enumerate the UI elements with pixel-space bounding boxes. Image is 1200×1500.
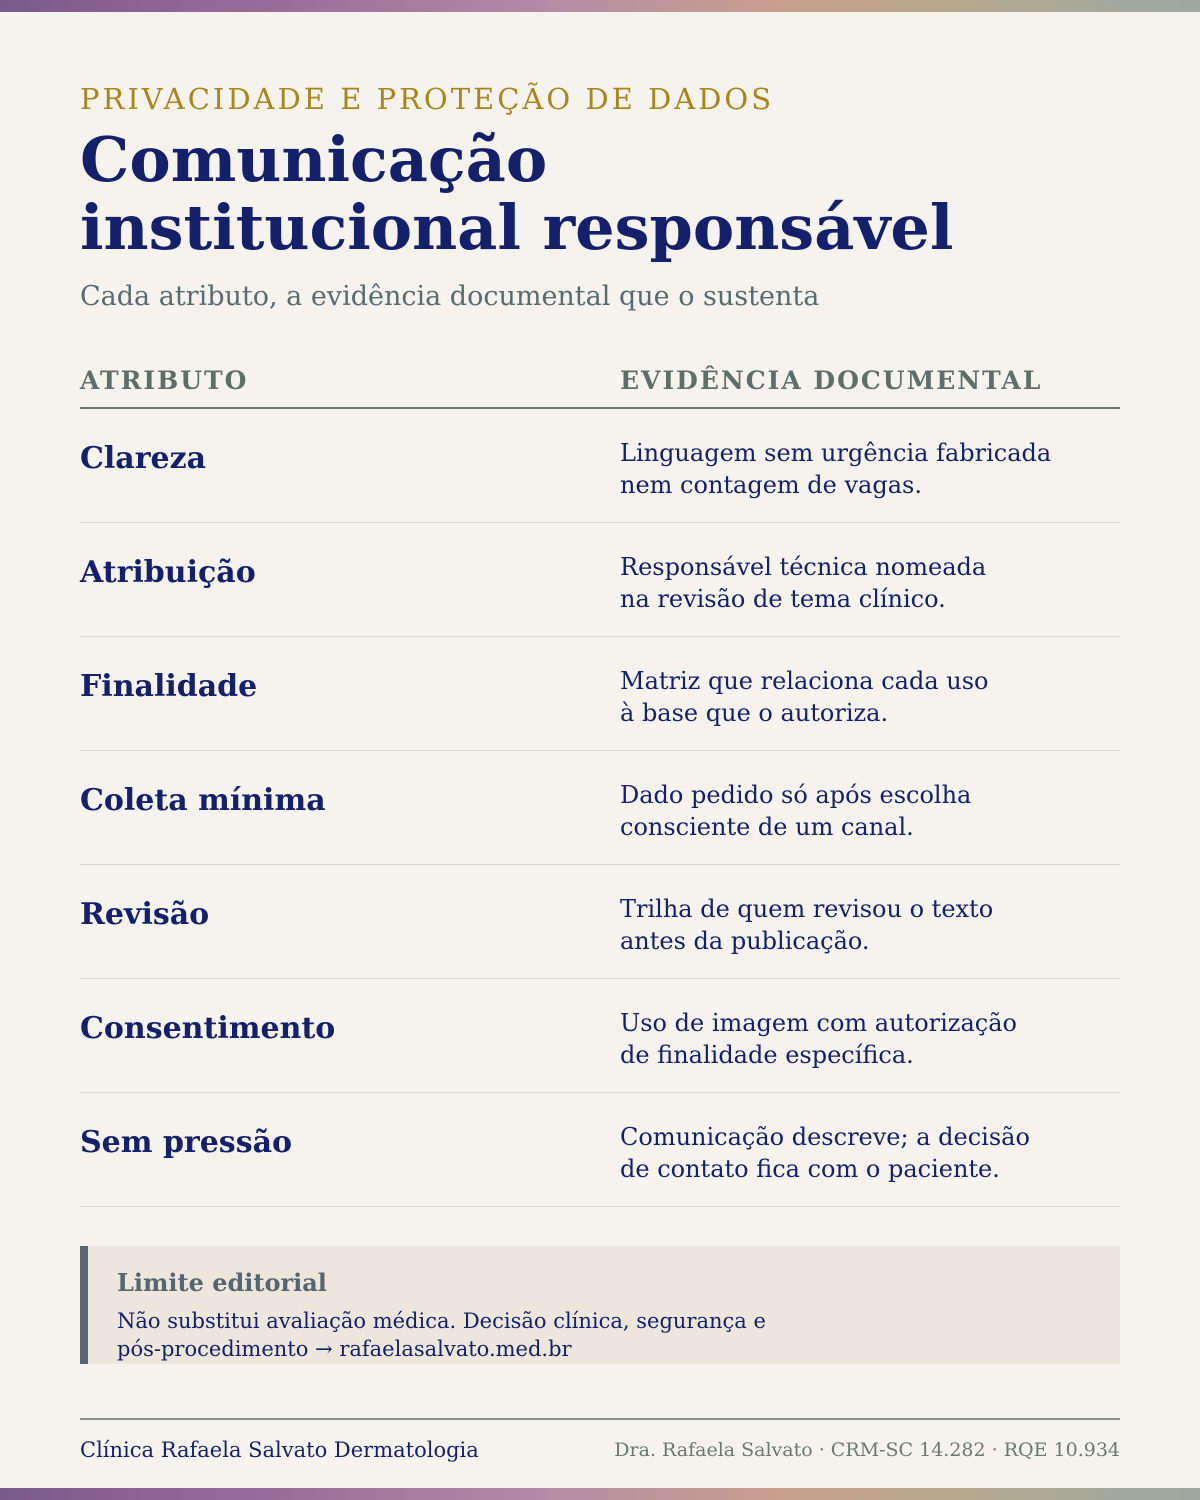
table-header xyxy=(80,366,1120,409)
title-line-1: Comunicação xyxy=(80,123,548,196)
evidence-text: Uso de imagem com autorização de finalidade específica. xyxy=(620,1009,1017,1069)
table-row xyxy=(80,523,1120,637)
attribute-name: Sem pressão xyxy=(80,1125,293,1160)
bottom-gradient-stripe xyxy=(0,1488,1200,1500)
header-attribute: ATRIBUTO xyxy=(80,366,249,395)
table-row xyxy=(80,1093,1120,1207)
callout-text: Não substitui avaliação médica. Decisão clínica, segurança e pós-procedimento → rafaelasalvato.med.br xyxy=(117,1309,766,1361)
footer xyxy=(80,1418,1120,1462)
page-subtitle: Cada atributo, a evidência documental que o sustenta xyxy=(80,281,820,312)
attribute-name: Coleta mínima xyxy=(80,783,326,818)
table-row xyxy=(80,409,1120,523)
evidence-text: Trilha de quem revisou o texto antes da publicação. xyxy=(620,895,994,955)
eyebrow-label: PRIVACIDADE E PROTEÇÃO DE DADOS xyxy=(80,82,775,116)
top-gradient-stripe xyxy=(0,0,1200,12)
title-line-2: institucional responsável xyxy=(80,191,954,264)
editorial-limit-callout xyxy=(80,1246,1120,1364)
evidence-text: Linguagem sem urgência fabricada nem contagem de vagas. xyxy=(620,439,1052,499)
table-row xyxy=(80,865,1120,979)
evidence-text: Responsável técnica nomeada na revisão de tema clínico. xyxy=(620,553,987,613)
attribute-name: Atribuição xyxy=(80,555,256,590)
table-row xyxy=(80,637,1120,751)
doctor-credentials: Dra. Rafaela Salvato · CRM-SC 14.282 · RQE 10.934 xyxy=(614,1439,1120,1461)
callout-title: Limite editorial xyxy=(117,1268,327,1297)
page-title xyxy=(80,123,1120,264)
attribute-name: Revisão xyxy=(80,897,210,932)
attribute-name: Finalidade xyxy=(80,669,258,704)
attribute-name: Consentimento xyxy=(80,1011,336,1046)
attribute-name: Clareza xyxy=(80,441,207,476)
attribute-table xyxy=(80,409,1120,1207)
evidence-text: Comunicação descreve; a decisão de contato fica com o paciente. xyxy=(620,1123,1030,1183)
evidence-text: Matriz que relaciona cada uso à base que o autoriza. xyxy=(620,667,989,727)
table-row xyxy=(80,979,1120,1093)
clinic-name: Clínica Rafaela Salvato Dermatologia xyxy=(80,1438,479,1462)
evidence-text: Dado pedido só após escolha consciente de um canal. xyxy=(620,781,972,841)
table-row xyxy=(80,751,1120,865)
header-evidence: EVIDÊNCIA DOCUMENTAL xyxy=(620,366,1043,395)
